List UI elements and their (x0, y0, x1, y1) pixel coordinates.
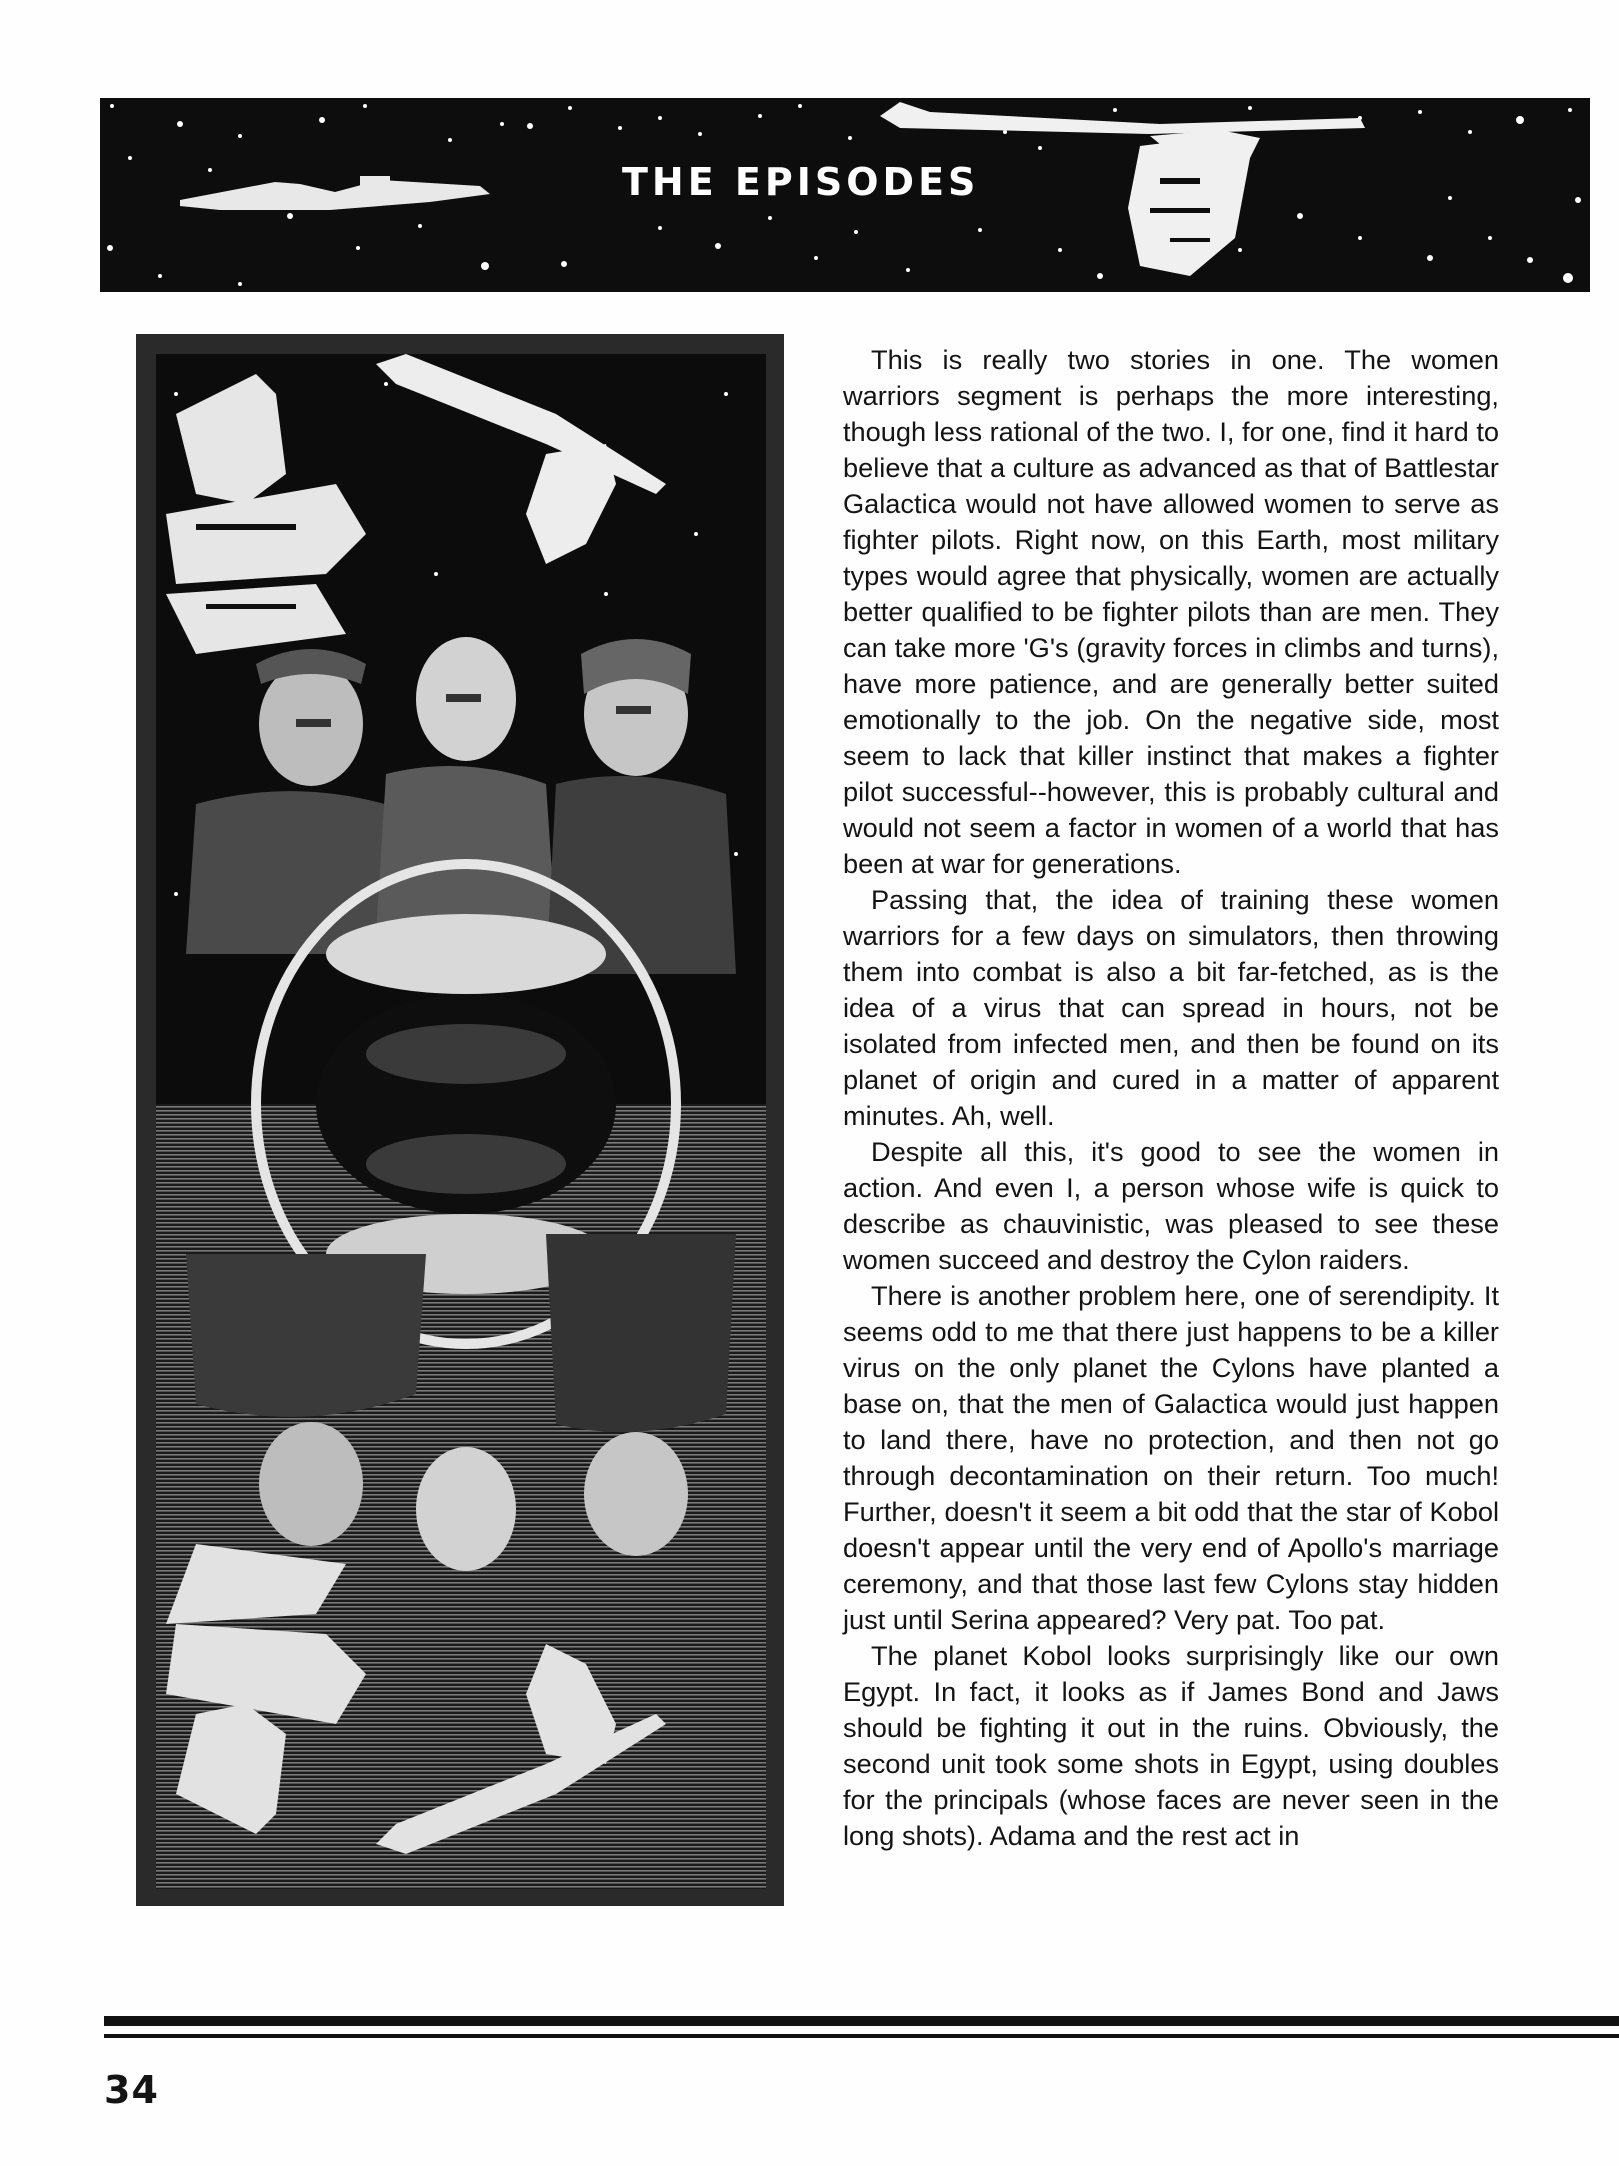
section-header-banner (100, 98, 1590, 292)
article-paragraph: The planet Kobol looks surprisingly like our own Egypt. In fact, it looks as if James Bond and Jaws should be fighting it out in the ruins. Obviously, the second unit took some shots in Egypt, using doubles for the principals (whose faces are never seen in the long shots). Adama and the rest act in (843, 1640, 1499, 1851)
section-title: THE EPISODES (622, 160, 980, 204)
footer-rule-thick (104, 2016, 1619, 2026)
article-paragraph: Passing that, the idea of training these women warriors for a few days on simulators, then throwing them into combat is also a bit far-fetched, as is the idea of a virus that can spread in hours, not be isolated from infected men, and then be found on its planet of origin and cured in a matter of apparent minutes. Ah, well. (843, 884, 1499, 1131)
article-paragraph: Despite all this, it's good to see the women in action. And even I, a person whose wife is quick to describe as chauvinistic, was pleased to see these women succeed and destroy the Cylon raiders. (843, 1136, 1499, 1275)
article-paragraph: There is another problem here, one of serendipity. It seems odd to me that there just happens to be a killer virus on the only planet the Cylons have planted a base on, that the men of Galactica would just happen to land there, have no protection, and then not go through decontamination on their return. Too much! Further, doesn't it seem a bit odd that the star of Kobol doesn't appear until the very end of Apollo's marriage ceremony, and that those last few Cylons stay hidden just until Serina appeared? Very pat. Too pat. (843, 1280, 1499, 1635)
article-body (843, 342, 1499, 1854)
episode-photo (136, 334, 784, 1906)
footer-rule-thin (104, 2034, 1619, 2038)
page-number: 34 (104, 2068, 159, 2112)
space-collage-photo-icon (136, 334, 784, 1906)
article-paragraph: This is really two stories in one. The women warriors segment is perhaps the more interesting, though less rational of the two. I, for one, find it hard to believe that a culture as advanced as that of Battlestar Galactica would not have allowed women to serve as fighter pilots. Right now, on this Earth, most military types would agree that physically, women are actually better qualified to be fighter pilots than are men. They can take more 'G's (gravity forces in climbs and turns), have more patience, and are generally better suited emotionally to the job. On the negative side, most seem to lack that killer instinct that makes a fighter pilot successful--however, this is probably cultural and would not seem a factor in women of a world that has been at war for generations. (843, 344, 1499, 879)
